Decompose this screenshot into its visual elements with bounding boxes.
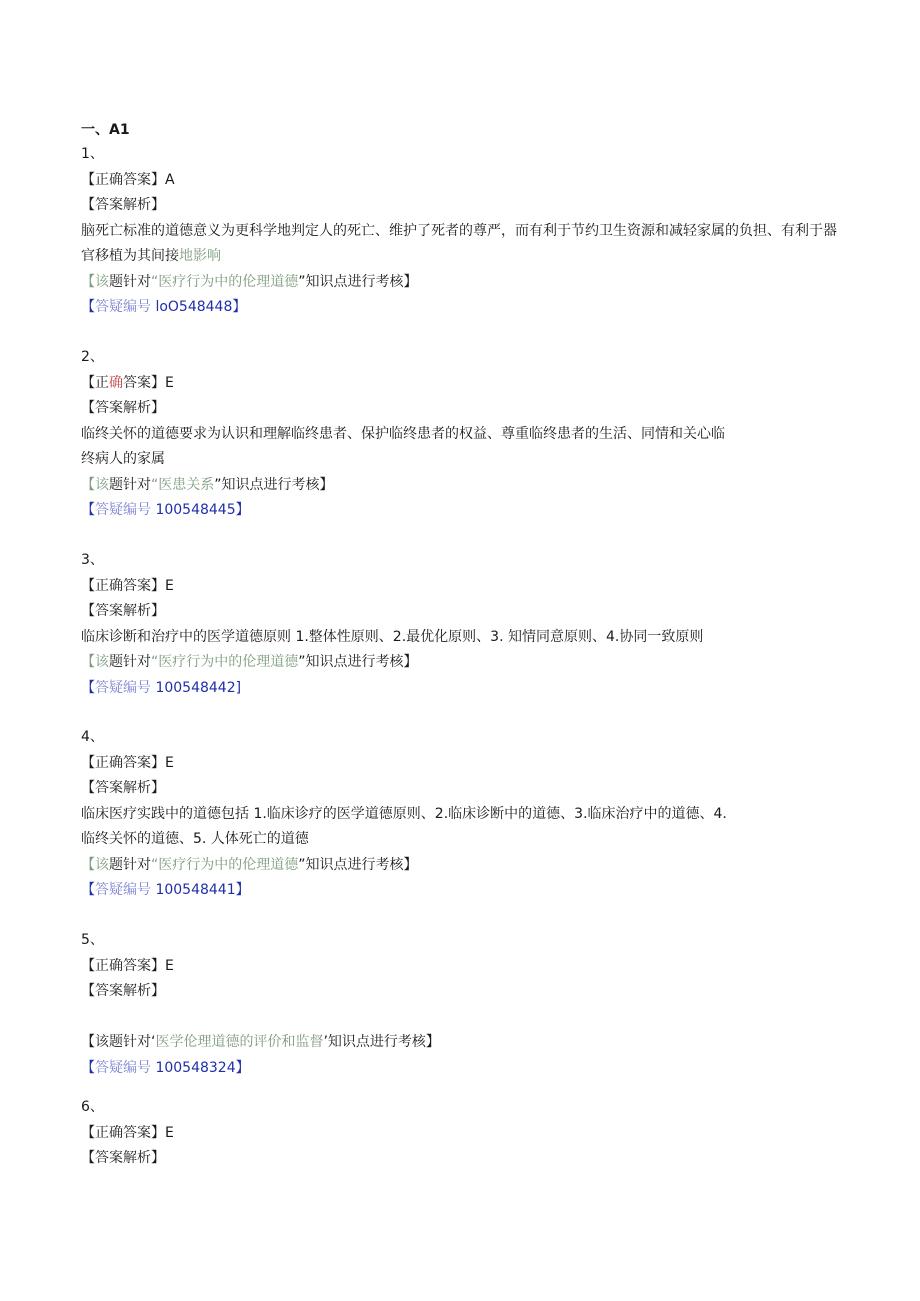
question-item-4 — [81, 725, 841, 904]
question-code: 【答疑编号 100548441】 — [81, 882, 250, 898]
correct-answer: 【正确答案】E — [81, 577, 174, 594]
topic-note: 【该题针对“医疗行为中的伦理道德”知识点进行考核】 — [81, 654, 418, 670]
correct-answer: 【正确答案】E — [81, 754, 174, 771]
topic-note: 【该题针对‘医学伦理道德的评价和监督’知识点进行考核】 — [81, 1034, 440, 1050]
analysis-label: 【答案解析】 — [81, 400, 165, 416]
question-item-6 — [81, 1095, 841, 1172]
question-number: 4、 — [81, 729, 104, 745]
question-number: 5、 — [81, 932, 104, 948]
analysis-label: 【答案解析】 — [81, 983, 165, 999]
correct-answer: 【正确答案】E — [81, 1124, 174, 1141]
topic-note: 【该题针对“医患关系”知识点进行考核】 — [81, 476, 334, 493]
question-number: 2、 — [81, 349, 104, 365]
section-title: 一、A1 — [81, 122, 130, 138]
topic-note: 【该题针对“医疗行为中的伦理道德”知识点进行考核】 — [81, 856, 418, 873]
analysis-label: 【答案解析】 — [81, 780, 165, 796]
analysis-text-line-1: 临终关怀的道德要求为认识和理解临终患者、保护临终患者的权益、尊重临终患者的生活、同情和关心临 — [81, 425, 725, 442]
question-number: 1、 — [81, 146, 104, 162]
correct-answer: 【正确答案】A — [81, 171, 175, 188]
question-item-3 — [81, 548, 841, 701]
correct-answer: 【正确答案】E — [81, 374, 174, 391]
analysis-label: 【答案解析】 — [81, 1150, 165, 1166]
question-number: 3、 — [81, 552, 104, 568]
question-code: 【答疑编号 100548445】 — [81, 502, 250, 518]
question-item-1 — [81, 142, 841, 321]
analysis-text-line-1: 临床医疗实践中的道德包括 1.临床诊疗的医学道德原则、2.临床诊断中的道德、3.临床治疗中的道德、4. — [81, 805, 727, 822]
analysis-text: 临床诊断和治疗中的医学道德原则 1.整体性原则、2.最优化原则、3. 知情同意原则、4.协同一致原则 — [81, 628, 704, 645]
analysis-text: 脑死亡标准的道德意义为更科学地判定人的死亡、维护了死者的尊严，而有利于节约卫生资源和减轻家属的负担、有利于器官移植为其间接地影响 — [81, 222, 837, 264]
question-code: 【答疑编号 100548324】 — [81, 1059, 250, 1076]
correct-answer: 【正确答案】E — [81, 957, 174, 974]
topic-note: 【该题针对“医疗行为中的伦理道德”知识点进行考核】 — [81, 273, 418, 290]
analysis-text-line-2: 终病人的家属 — [81, 451, 165, 467]
question-number: 6、 — [81, 1099, 104, 1115]
analysis-label: 【答案解析】 — [81, 603, 165, 619]
analysis-label: 【答案解析】 — [81, 197, 165, 213]
question-code: 【答疑编号 loO548448】 — [81, 299, 247, 315]
question-item-5 — [81, 928, 841, 1081]
question-code: 【答疑编号 100548442] — [81, 679, 242, 696]
question-item-2 — [81, 345, 841, 524]
analysis-text-line-2: 临终关怀的道德、5. 人体死亡的道德 — [81, 831, 309, 847]
